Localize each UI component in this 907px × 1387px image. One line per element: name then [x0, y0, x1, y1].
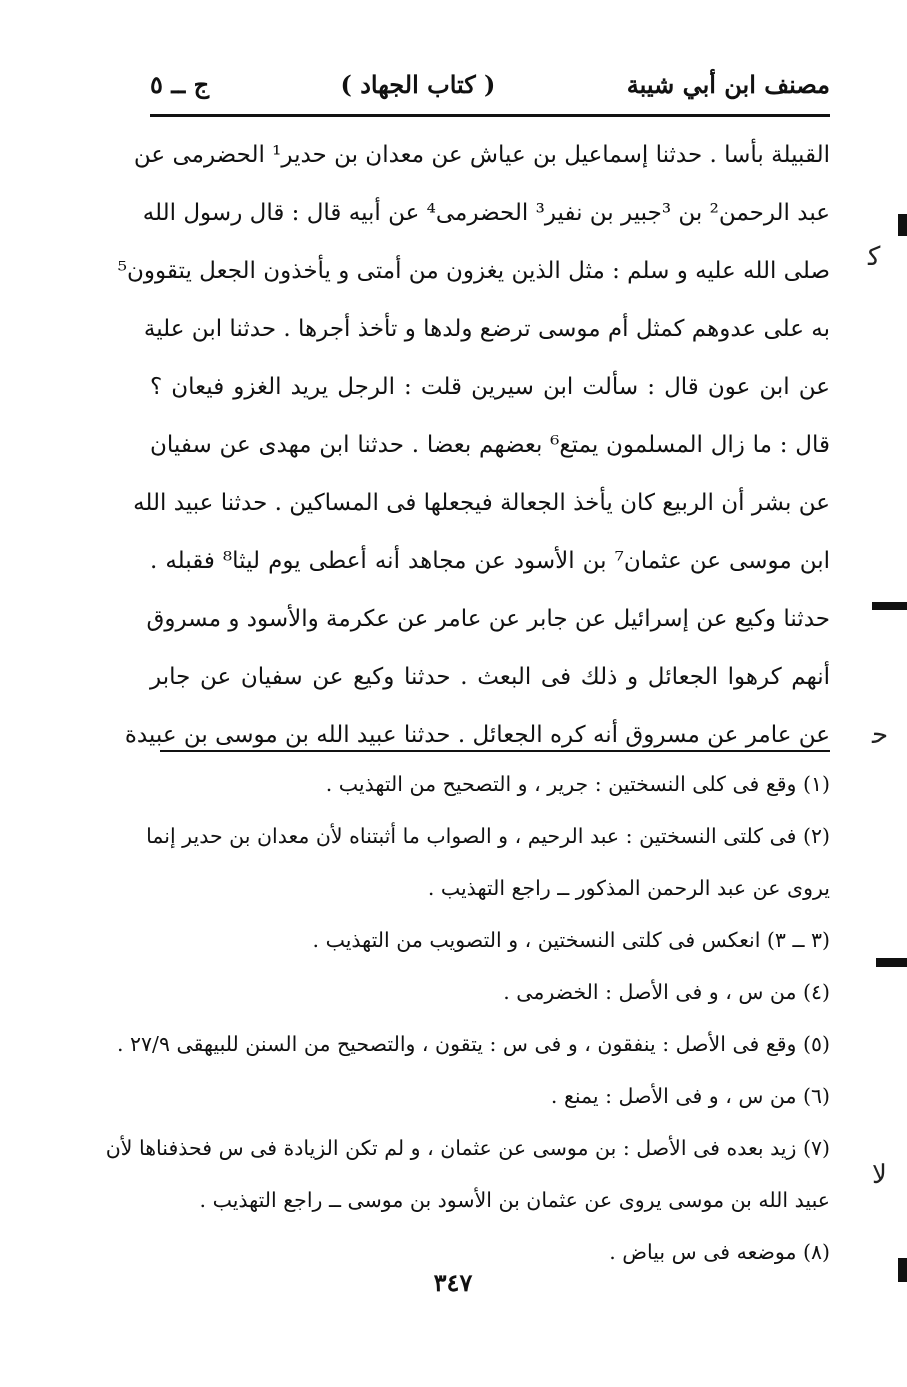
text-line: عبد الرحمن² بن ³جبير بن نفير³ الحضرمى⁴ عن أبيه قال : قال رسول الله	[142, 200, 830, 226]
text-line: حدثنا وكيع عن إسرائيل عن جابر عن عامر عن عكرمة والأسود و مسروق	[146, 606, 830, 632]
footnote-line: (٥) وقع فى الأصل : ينفقون ، و فى س : يتقون ، والتصحيح من السنن للبيهقى ٢٧/٩ .	[116, 1032, 830, 1056]
main-text	[117, 126, 831, 764]
book-title: مصنف ابن أبي شيبة	[626, 69, 830, 99]
footnotes	[105, 758, 830, 1278]
running-header	[150, 62, 830, 106]
text-line: صلى الله عليه و سلم : مثل الذين يغزون من أمتى و يأخذون الجعل يتقوون⁵	[117, 258, 830, 284]
text-line: ابن موسى عن عثمان⁷ بن الأسود عن مجاهد أنه أعطى يوم ليثا⁸ فقبله .	[150, 548, 831, 574]
margin-mark	[876, 958, 907, 967]
footnote-line: (٨) موضعه فى س بياض .	[609, 1240, 830, 1264]
header-rule	[150, 114, 830, 117]
footnote-line: (٦) من س ، و فى الأصل : يمنع .	[550, 1084, 830, 1108]
text-line: به على عدوهم كمثل أم موسى ترضع ولدها و تأخذ أجرها . حدثنا ابن علية	[143, 316, 830, 342]
page-number: ٣٤٧	[433, 1268, 473, 1297]
footnote-line: (٤) من س ، و فى الأصل : الخضرمى .	[503, 980, 830, 1004]
footnote-line: (٧) زيد بعده فى الأصل : بن موسى عن عثمان ، و لم تكن الزيادة فى س فحذفناها لأن	[105, 1136, 830, 1160]
chapter-title: ( كتاب الجهاد )	[340, 69, 496, 99]
volume-label: ج ــ ٥	[150, 69, 210, 99]
footnote-line: (١) وقع فى كلى النسختين : جرير ، و التصحيح من التهذيب .	[325, 772, 830, 796]
footnote-line: (٣ ــ ٣) انعكس فى كلتى النسختين ، و التصويب من التهذيب .	[312, 928, 830, 952]
text-line: القبيلة بأسا . حدثنا إسماعيل بن عياش عن معدان بن حدير¹ الحضرمى عن	[133, 142, 830, 168]
text-line: قال : ما زال المسلمون يمتع⁶ بعضهم بعضا . حدثنا ابن مهدى عن سفيان	[150, 432, 830, 458]
footnote-line: عبيد الله بن موسى يروى عن عثمان بن الأسود بن موسى ــ راجع التهذيب .	[199, 1188, 830, 1212]
margin-mark	[898, 1258, 907, 1282]
margin-marginalia: ﺣ	[872, 720, 889, 750]
margin-mark	[872, 602, 907, 610]
margin-marginalia: ﻻ	[872, 1160, 887, 1190]
margin-marginalia: ﻛ	[868, 242, 881, 272]
text-line: عن بشر أن الربيع كان يأخذ الجعالة فيجعلها فى المساكين . حدثنا عبيد الله	[133, 490, 830, 516]
footnote-rule	[160, 750, 830, 752]
text-line: عن عامر عن مسروق أنه كره الجعائل . حدثنا عبيد الله بن موسى بن عبيدة	[124, 722, 830, 748]
footnote-line: يروى عن عبد الرحمن المذكور ــ راجع التهذيب .	[427, 876, 830, 900]
text-line: عن ابن عون قال : سألت ابن سيرين قلت : الرجل يريد الغزو فيعان ؟	[150, 374, 830, 400]
text-line: أنهم كرهوا الجعائل و ذلك فى البعث . حدثنا وكيع عن سفيان عن جابر	[150, 664, 830, 690]
footnote-line: (٢) فى كلتى النسختين : عبد الرحيم ، و الصواب ما أثبتناه لأن معدان بن حدير إنما	[146, 824, 830, 848]
margin-mark	[898, 214, 907, 236]
